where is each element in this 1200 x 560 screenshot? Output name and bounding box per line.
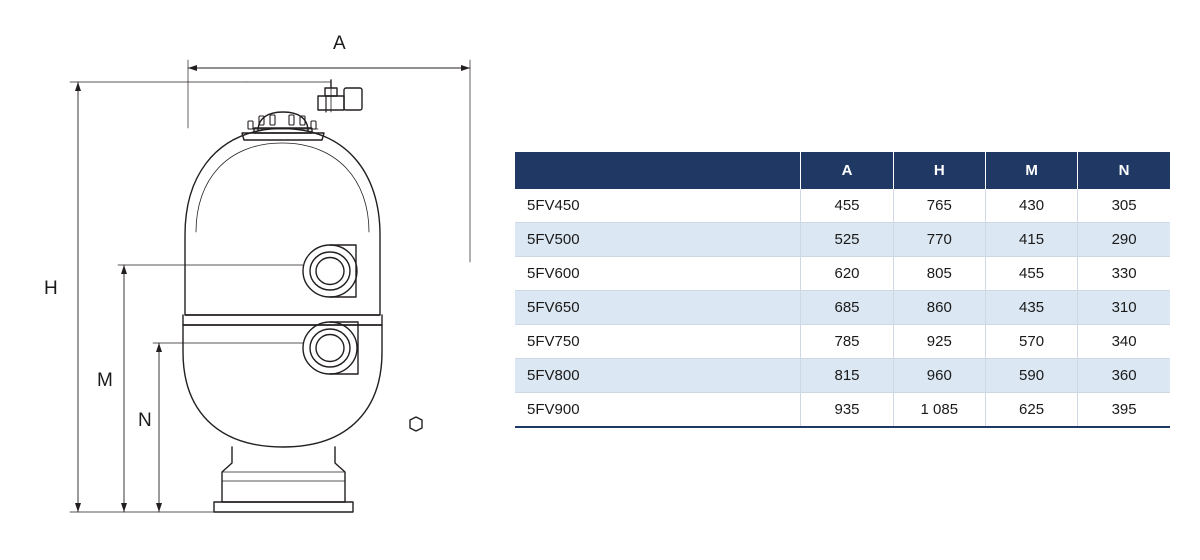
- table-row: [515, 189, 1170, 223]
- dimension-label-n: N: [138, 410, 153, 431]
- cell-h: 960: [893, 359, 985, 393]
- arrow-a-right: [461, 65, 470, 71]
- specifications-table-container: [515, 152, 1170, 428]
- cell-model: 5FV650: [515, 291, 801, 325]
- cell-n: 305: [1078, 189, 1170, 223]
- valve-knob: [344, 88, 362, 110]
- arrow-n-bottom: [156, 503, 162, 512]
- table-header-row: [515, 152, 1170, 189]
- cell-h: 765: [893, 189, 985, 223]
- cell-h: 860: [893, 291, 985, 325]
- arrow-m-bottom: [121, 503, 127, 512]
- upper-port-inner: [316, 258, 344, 285]
- column-header-m: M: [985, 152, 1077, 189]
- table-row: [515, 291, 1170, 325]
- cell-model: 5FV600: [515, 257, 801, 291]
- cell-m: 625: [985, 393, 1077, 428]
- lower-port-inner: [316, 335, 344, 362]
- drain-plug-icon: [410, 417, 422, 431]
- upper-port-outer: [303, 245, 357, 297]
- cell-n: 310: [1078, 291, 1170, 325]
- filter-vessel-drawing: [0, 0, 500, 560]
- lower-port-outer: [303, 322, 357, 374]
- cell-n: 290: [1078, 223, 1170, 257]
- cell-a: 525: [801, 223, 893, 257]
- table-row: [515, 223, 1170, 257]
- specifications-table: [515, 152, 1170, 428]
- cell-m: 570: [985, 325, 1077, 359]
- cell-a: 815: [801, 359, 893, 393]
- cell-h: 770: [893, 223, 985, 257]
- table-header: [515, 152, 1170, 189]
- cell-m: 415: [985, 223, 1077, 257]
- arrow-h-bottom: [75, 503, 81, 512]
- drawing-svg: [0, 0, 500, 560]
- base-pedestal: [222, 447, 345, 502]
- cell-model: 5FV800: [515, 359, 801, 393]
- column-header-a: A: [801, 152, 893, 189]
- cell-h: 805: [893, 257, 985, 291]
- cell-n: 330: [1078, 257, 1170, 291]
- cell-model: 5FV750: [515, 325, 801, 359]
- table-row: [515, 393, 1170, 428]
- dimension-label-m: M: [97, 370, 114, 391]
- cell-a: 685: [801, 291, 893, 325]
- arrow-h-top: [75, 82, 81, 91]
- cell-model: 5FV500: [515, 223, 801, 257]
- column-header-model: [515, 152, 801, 189]
- table-body: [515, 189, 1170, 427]
- cell-m: 430: [985, 189, 1077, 223]
- arrow-n-top: [156, 343, 162, 352]
- arrow-a-left: [188, 65, 197, 71]
- table-row: [515, 359, 1170, 393]
- vessel-belt: [183, 315, 382, 325]
- cell-model: 5FV900: [515, 393, 801, 428]
- cell-model: 5FV450: [515, 189, 801, 223]
- dimension-label-h: H: [44, 278, 59, 299]
- lid-collar: [242, 133, 324, 140]
- column-header-n: N: [1078, 152, 1170, 189]
- cell-h: 1 085: [893, 393, 985, 428]
- cell-h: 925: [893, 325, 985, 359]
- cell-a: 620: [801, 257, 893, 291]
- table-row: [515, 325, 1170, 359]
- column-header-h: H: [893, 152, 985, 189]
- arrow-m-top: [121, 265, 127, 274]
- dimension-label-a: A: [333, 33, 347, 54]
- cell-m: 455: [985, 257, 1077, 291]
- cell-a: 785: [801, 325, 893, 359]
- cell-m: 590: [985, 359, 1077, 393]
- cell-n: 360: [1078, 359, 1170, 393]
- cell-a: 935: [801, 393, 893, 428]
- cell-n: 340: [1078, 325, 1170, 359]
- table-row: [515, 257, 1170, 291]
- cell-a: 455: [801, 189, 893, 223]
- cell-n: 395: [1078, 393, 1170, 428]
- cell-m: 435: [985, 291, 1077, 325]
- vessel-dome-inner-line: [196, 143, 369, 232]
- base-foot: [214, 502, 353, 512]
